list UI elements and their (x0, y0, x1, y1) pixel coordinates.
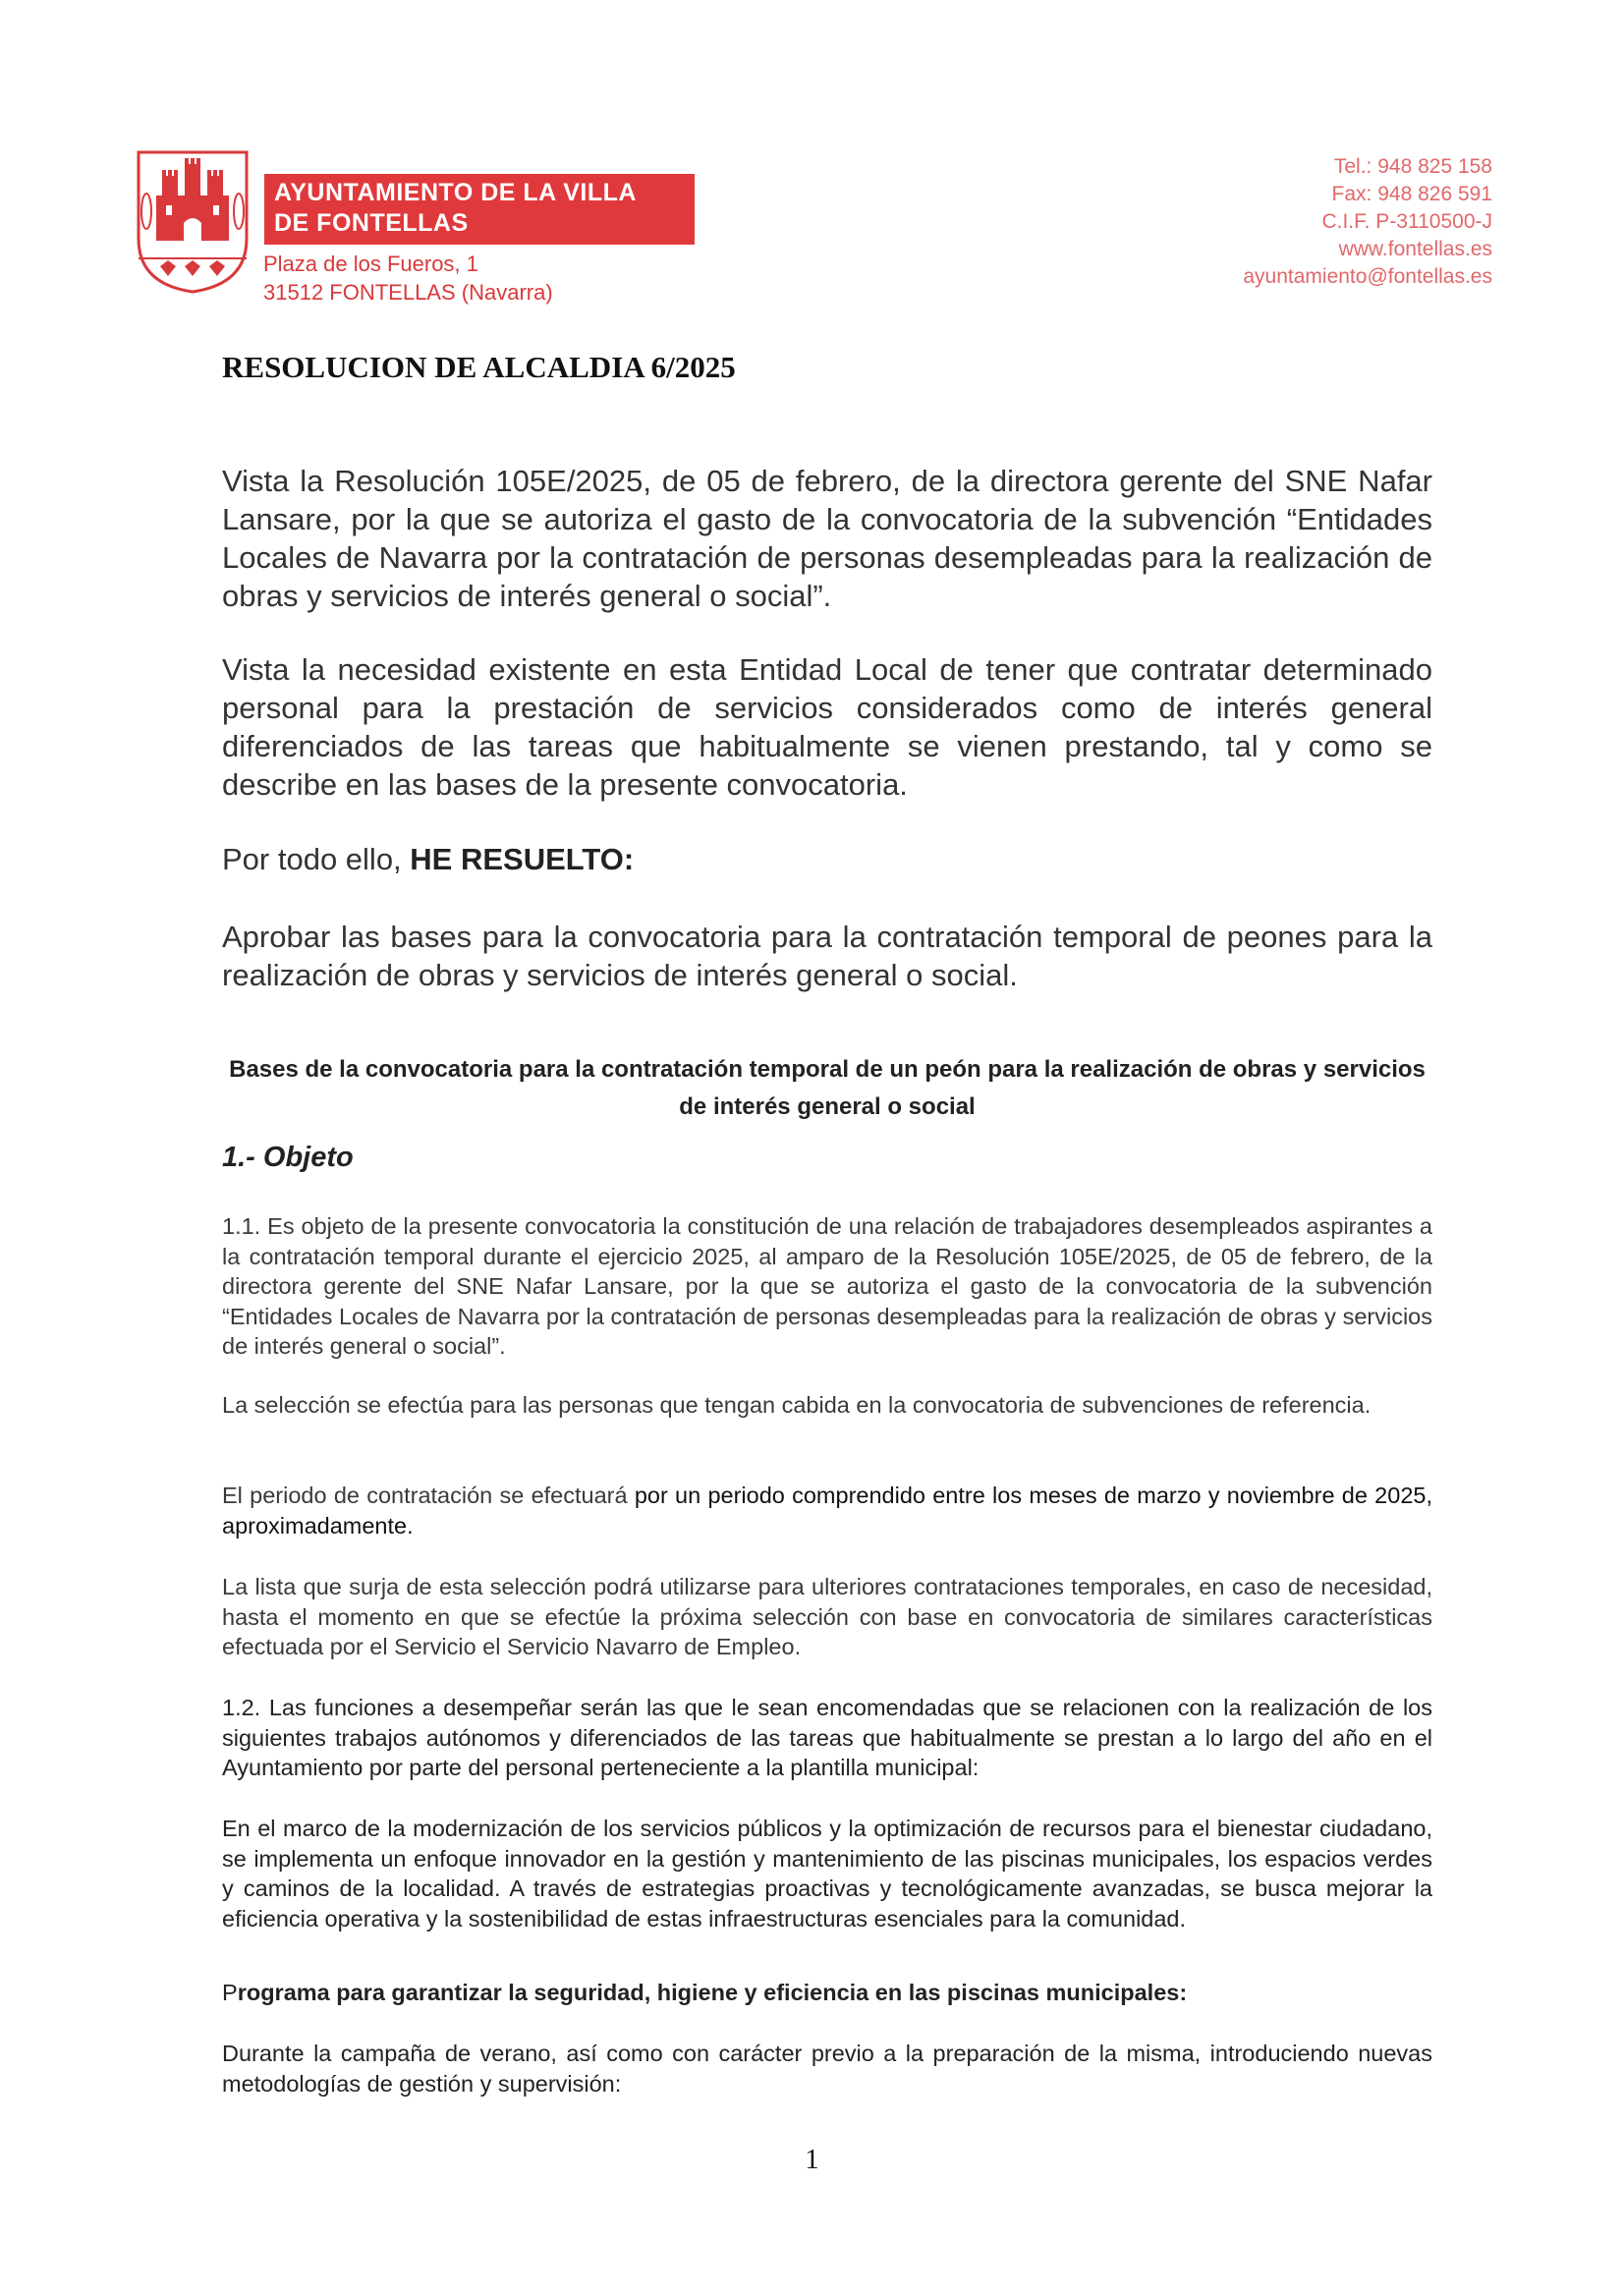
paragraph-aprobar (222, 918, 1432, 994)
paragraph-programa-heading (222, 1978, 1432, 2008)
paragraph-text: 1.2. Las funciones a desempeñar serán las que le sean encomendadas que se relacionen con la realización de los siguientes trabajos autónomos y diferenciados de las tareas que habitualmente se prestan a lo largo del año en el Ayuntamiento por parte del personal perteneciente a la plantilla municipal: (222, 1695, 1432, 1780)
contact-info (1243, 153, 1492, 291)
paragraph-vista-resolucion (222, 462, 1432, 615)
paragraph-1-2 (222, 1693, 1432, 1783)
address-line2: 31512 FONTELLAS (Navarra) (263, 280, 553, 305)
address-line1: Plaza de los Fueros, 1 (263, 252, 478, 276)
page-number: 1 (805, 2144, 819, 2175)
periodo-text-a: El periodo de contratación se efectuará (222, 1483, 635, 1508)
tax-id: C.I.F. P-3110500-J (1321, 210, 1492, 233)
paragraph-periodo (222, 1481, 1432, 1540)
resolution-verb: HE RESUELTO: (410, 842, 635, 876)
paragraph-por-todo-ello (222, 840, 1432, 878)
paragraph-text: Aprobar las bases para la convocatoria para la contratación temporal de peones para la realización de obras y servicios de interés general o social. (222, 920, 1432, 992)
postal-address (263, 250, 553, 307)
paragraph-durante (222, 2039, 1432, 2099)
organization-name-line1: AYUNTAMIENTO DE LA VILLA (274, 179, 637, 206)
website: www.fontellas.es (1338, 238, 1492, 260)
paragraph-text: En el marco de la modernización de los servicios públicos y la optimización de recursos para el bienestar ciudadano, se implementa un enfoque innovador en la gestión y mantenimiento de las piscinas municipales, los espacios verdes y caminos de la localidad. A través de estrategias proactivas y tecnológicamente avanzadas, se busca mejorar la eficiencia operativa y la sostenibilidad de estas infraestructuras esenciales para la comunidad. (222, 1816, 1432, 1931)
paragraph-text: Vista la Resolución 105E/2025, de 05 de febrero, de la directora gerente del SNE Nafar Lansare, por la que se autoriza el gasto de la convocatoria de la subvención “Entidades Locales de Navarra por la contratación de personas desempleadas para la realización de obras y servicios de interés general o social”. (222, 464, 1432, 613)
bases-title: Bases de la convocatoria para la contratación temporal de un peón para la realización de obras y servicios de interés general o social (229, 1056, 1426, 1120)
paragraph-lista (222, 1572, 1432, 1662)
resolution-intro: Por todo ello, (222, 842, 411, 876)
paragraph-vista-necesidad (222, 650, 1432, 804)
paragraph-1-1 (222, 1211, 1432, 1362)
section-heading-objeto: 1.- Objeto (222, 1142, 354, 1173)
resolution-title: RESOLUCION DE ALCALDIA 6/2025 (222, 350, 736, 384)
fax: Fax: 948 826 591 (1331, 183, 1492, 205)
paragraph-text: Durante la campaña de verano, así como con carácter previo a la preparación de la misma, introduciendo nuevas metodologías de gestión y supervisión: (222, 2041, 1432, 2097)
paragraph-text: 1.1. Es objeto de la presente convocatoria la constitución de una relación de trabajadores desempleados aspirantes a la contratación temporal durante el ejercicio 2025, al amparo de la Resolución 105E/2025, de 05 de febrero, de la directora gerente del SNE Nafar Lansare, por la que se autoriza el gasto de la convocatoria de la subvención “Entidades Locales de Navarra por la contratación de personas desempleadas para la realización de obras y servicios de interés general o social”. (222, 1213, 1432, 1359)
telephone: Tel.: 948 825 158 (1333, 155, 1492, 178)
email: ayuntamiento@fontellas.es (1243, 265, 1492, 288)
paragraph-text: Vista la necesidad existente en esta Entidad Local de tener que contratar determinado personal para la prestación de servicios considerados como de interés general diferenciados de las tareas que habitualmente se vienen prestando, tal y como se describe en las bases de la presente convocatoria. (222, 652, 1432, 802)
paragraph-text: La lista que surja de esta selección podrá utilizarse para ulteriores contrataciones temporales, en caso de necesidad, hasta el momento en que se efectúe la próxima selección con base en convocatoria de similares características efectuada por el Servicio el Servicio Navarro de Empleo. (222, 1574, 1432, 1659)
programa-initial: P (222, 1980, 238, 2005)
organization-name-line2: DE FONTELLAS (274, 209, 469, 237)
organization-name-banner (264, 174, 695, 245)
paragraph-marco (222, 1814, 1432, 1933)
castle-coat-of-arms-icon (135, 148, 251, 294)
programa-heading-text: rograma para garantizar la seguridad, higiene y eficiencia en las piscinas municipales: (237, 1980, 1188, 2005)
periodo-text-b: por un periodo comprendido entre los meses de marzo y noviembre de 2025, aproximadamente. (222, 1483, 1432, 1539)
paragraph-text: La selección se efectúa para las personas que tengan cabida en la convocatoria de subvenciones de referencia. (222, 1392, 1372, 1418)
paragraph-seleccion (222, 1390, 1432, 1421)
